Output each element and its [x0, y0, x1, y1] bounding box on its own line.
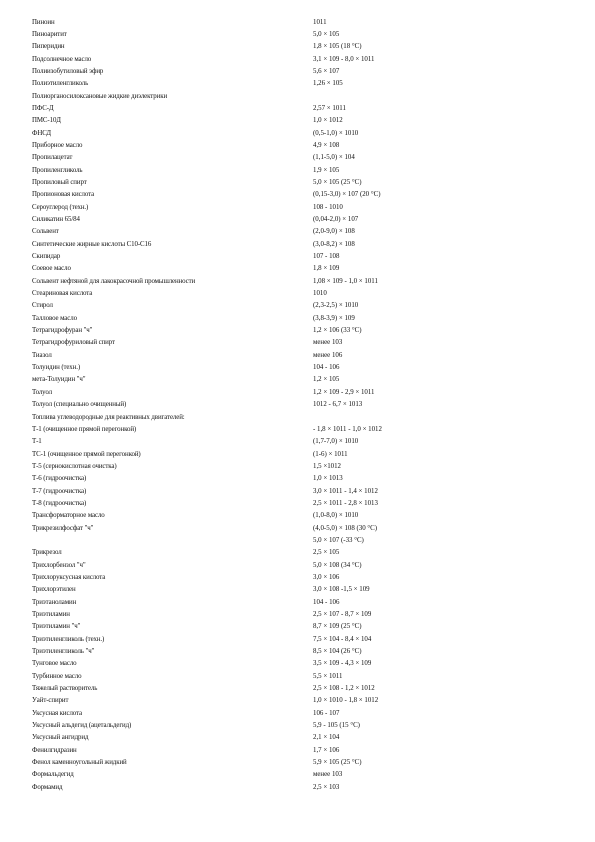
substance-name: Формамид	[32, 783, 63, 791]
substance-name: Скипидар	[32, 253, 61, 261]
substance-name: Т-8 (гидроочистка)	[32, 499, 87, 507]
resistivity-value: 2,5 × 105	[313, 549, 340, 557]
table-row	[0, 325, 595, 337]
resistivity-value: (1,0-8,0) × 1010	[313, 512, 359, 520]
resistivity-value: 5,9 × 105 (25 °C)	[313, 759, 362, 767]
substance-name: Пиноин	[32, 18, 55, 26]
substance-name: Уксусная кислота	[32, 709, 82, 717]
table-row	[0, 362, 595, 374]
resistivity-value: 1,9 × 105	[313, 166, 340, 174]
substance-name: Пропиленгликоль	[32, 166, 83, 174]
substance-name: Приборное масло	[32, 141, 83, 149]
resistivity-value: 5,0 × 107 (-33 °C)	[313, 536, 364, 544]
table-row	[0, 584, 595, 596]
resistivity-value: 1,0 × 1012	[313, 117, 343, 125]
substance-name: Сольвент	[32, 228, 59, 236]
table-row	[0, 572, 595, 584]
table-row	[0, 239, 595, 251]
table-row	[0, 535, 595, 547]
substance-name: Трихлорбензол "ч"	[32, 561, 86, 569]
resistivity-value: 3,0 × 1011 - 1,4 × 1012	[313, 487, 378, 495]
resistivity-value: 2,5 × 1011 - 2,8 × 1013	[313, 499, 378, 507]
substance-name: Толуол	[32, 388, 52, 396]
substance-name: Пропионовая кислота	[32, 191, 95, 199]
table-row	[0, 745, 595, 757]
table-row	[0, 424, 595, 436]
resistivity-value: 108 - 1010	[313, 203, 343, 211]
resistivity-value: менее 103	[313, 771, 343, 779]
substance-name: Тунговое масло	[32, 660, 77, 668]
table-row	[0, 140, 595, 152]
table-row	[0, 412, 595, 424]
substance-name: Подсолнечное масло	[32, 55, 92, 63]
table-row	[0, 708, 595, 720]
table-row	[0, 214, 595, 226]
table-row	[0, 41, 595, 53]
substance-name: Сольвент нефтяной для лакокрасочной промышленности	[32, 277, 196, 285]
substance-name: Т-1 (очищенное прямой перегонкой)	[32, 425, 137, 433]
resistivity-value: 2,5 × 107 - 8,7 × 109	[313, 611, 372, 618]
resistivity-value: 1,2 × 105	[313, 376, 340, 384]
table-row	[0, 374, 595, 386]
substance-name: Тетрагидрофуран "ч"	[32, 327, 93, 335]
resistivity-value: (2,3-2,5) × 1010	[313, 302, 359, 310]
substance-name: Талловое масло	[32, 314, 77, 322]
resistivity-value: 2,5 × 103	[313, 783, 340, 791]
substance-name: Пропиловый спирт	[32, 178, 87, 186]
substance-name: Тетрагидрофуриловый спирт	[32, 339, 115, 347]
substance-name: Триэтиламин "ч"	[32, 623, 81, 631]
resistivity-value: 1011	[313, 18, 327, 26]
table-row	[0, 350, 595, 362]
resistivity-value: 3,0 × 106	[313, 573, 340, 581]
table-row	[0, 782, 595, 794]
substance-name: Пиперидин	[32, 43, 65, 51]
substance-name: Сероуглерод (техн.)	[32, 203, 89, 211]
substance-name: ФНСД	[32, 129, 51, 137]
resistivity-value: 7,5 × 104 - 8,4 × 104	[313, 635, 372, 643]
table-row	[0, 78, 595, 90]
table-row	[0, 683, 595, 695]
table-row	[0, 337, 595, 349]
resistivity-value: 1,2 × 109 - 2,9 × 1011	[313, 388, 375, 396]
resistivity-value: 1010	[313, 290, 327, 298]
substance-name: Синтетические жирные кислоты С10-С16	[32, 240, 152, 248]
table-row	[0, 547, 595, 559]
resistivity-value: 3,1 × 109 - 8,0 × 1011	[313, 55, 375, 63]
resistivity-value: 5,5 × 1011	[313, 672, 343, 680]
substance-name: Т-6 (гидроочистка)	[32, 475, 87, 483]
resistivity-value: 3,5 × 109 - 4,3 × 109	[313, 660, 372, 668]
resistivity-value: (0,15-3,0) × 107 (20 °C)	[313, 191, 381, 199]
table-row	[0, 288, 595, 300]
table-row	[0, 695, 595, 707]
resistivity-value: 1,0 × 1013	[313, 475, 343, 483]
substance-name: Триэтиленгликоль (техн.)	[32, 635, 105, 643]
resistivity-value: 1,26 × 105	[313, 80, 343, 88]
substance-name: Турбинное масло	[32, 672, 82, 680]
resistivity-value: 5,0 × 105	[313, 30, 340, 38]
substance-name: Фенилгидразин	[32, 746, 77, 754]
substance-name: Триэтаноламин	[32, 598, 77, 606]
substance-name: Толуидин (техн.)	[32, 364, 81, 372]
substance-name: Уксусный ангидрид	[32, 734, 89, 742]
resistivity-table	[0, 17, 595, 795]
substance-name: Т-1	[32, 438, 42, 446]
table-row	[0, 658, 595, 670]
table-row	[0, 251, 595, 263]
table-row	[0, 473, 595, 485]
substance-name: ПМС-10Д	[32, 117, 61, 125]
resistivity-value: менее 103	[313, 339, 343, 347]
table-row	[0, 177, 595, 189]
table-row	[0, 115, 595, 127]
table-row	[0, 276, 595, 288]
resistivity-value: (4,0-5,0) × 108 (30 °C)	[313, 524, 378, 532]
resistivity-value: 2,57 × 1011	[313, 104, 346, 112]
table-row	[0, 54, 595, 66]
resistivity-value: 8,7 × 109 (25 °C)	[313, 623, 362, 631]
substance-name: Триэтиленгликоль "ч"	[32, 648, 95, 656]
table-row	[0, 609, 595, 621]
table-row	[0, 103, 595, 115]
resistivity-value: 2,1 × 104	[313, 734, 340, 742]
substance-name: Толуол (специально очищенный)	[32, 401, 127, 409]
table-row	[0, 387, 595, 399]
resistivity-value: 1,8 × 105 (18 °C)	[313, 43, 362, 51]
substance-name: Тяжелый растворитель	[32, 685, 98, 693]
resistivity-value: 1,08 × 109 - 1,0 × 1011	[313, 277, 378, 285]
resistivity-value: 1,7 × 106	[313, 746, 340, 754]
substance-name: Т-7 (гидроочистка)	[32, 487, 87, 495]
resistivity-value: 5,9 - 105 (15 °C)	[313, 722, 360, 730]
table-row	[0, 436, 595, 448]
resistivity-value: 1,8 × 109	[313, 265, 340, 273]
substance-name: Полиэтиленгликоль	[32, 80, 89, 88]
resistivity-value: 1,5 ×1012	[313, 462, 342, 470]
substance-name: мета-Толуидин "ч"	[32, 376, 86, 384]
resistivity-value: 3,0 × 108 -1,5 × 109	[313, 586, 370, 594]
table-row	[0, 646, 595, 658]
table-row	[0, 226, 595, 238]
table-row	[0, 498, 595, 510]
table-row	[0, 732, 595, 744]
resistivity-value: 5,0 × 105 (25 °C)	[313, 178, 362, 186]
substance-name: Полиорганосилоксановые жидкие диэлектрики	[32, 92, 168, 100]
table-row	[0, 720, 595, 732]
substance-name: Соевое масло	[32, 265, 71, 273]
table-row	[0, 300, 595, 312]
table-row	[0, 597, 595, 609]
substance-name: Пропилацетат	[32, 154, 73, 162]
table-row	[0, 461, 595, 473]
table-row	[0, 66, 595, 78]
substance-name: Уайт-спирит	[32, 697, 69, 705]
resistivity-value: (0,04-2,0) × 107	[313, 216, 359, 223]
table-row	[0, 165, 595, 177]
substance-name: Трихлоруксусная кислота	[32, 573, 106, 581]
substance-name: Тиазол	[32, 351, 52, 359]
table-row	[0, 202, 595, 214]
resistivity-value: (3,0-8,2) × 108	[313, 240, 355, 248]
resistivity-value: 8,5 × 104 (26 °C)	[313, 648, 362, 656]
table-row	[0, 189, 595, 201]
resistivity-value: 1012 - 6,7 × 1013	[313, 401, 363, 409]
substance-name: Топлива углеводородные для реактивных двигателей:	[32, 413, 185, 421]
resistivity-value: (0,5-1,0) × 1010	[313, 129, 359, 137]
resistivity-value: 1,0 × 1010 - 1,8 × 1012	[313, 697, 379, 705]
resistivity-value: 107 - 108	[313, 253, 340, 261]
resistivity-value: (1,7-7,0) × 1010	[313, 438, 359, 446]
resistivity-value: менее 106	[313, 351, 343, 359]
substance-name: Трихлорэтилен	[32, 586, 76, 594]
table-row	[0, 769, 595, 781]
resistivity-value: 5,0 × 108 (34 °C)	[313, 561, 362, 569]
substance-name: Силикатин 65/84	[32, 216, 80, 223]
substance-name: ТС-1 (очищенное прямой перегонкой)	[32, 450, 141, 458]
table-row	[0, 634, 595, 646]
substance-name: Трикрезилфосфат "ч"	[32, 524, 94, 532]
resistivity-value: 104 - 106	[313, 598, 340, 606]
substance-name: Уксусный альдегид (ацетальдегид)	[32, 722, 132, 730]
table-row	[0, 560, 595, 572]
resistivity-value: 5,6 × 107	[313, 67, 340, 75]
substance-name: Пиноаритит	[32, 30, 67, 38]
resistivity-value: 104 - 106	[313, 364, 340, 372]
table-row	[0, 17, 595, 29]
resistivity-value: 1,2 × 106 (33 °C)	[313, 327, 362, 335]
table-row	[0, 263, 595, 275]
resistivity-value: 4,9 × 108	[313, 141, 340, 149]
substance-name: Полиизобутиловый эфир	[32, 67, 104, 75]
resistivity-value: (1-6) × 1011	[313, 450, 348, 458]
substance-name: Т-5 (сернокислотная очистка)	[32, 462, 117, 470]
table-row	[0, 621, 595, 633]
resistivity-value: 2,5 × 108 - 1,2 × 1012	[313, 685, 375, 693]
table-row	[0, 671, 595, 683]
substance-name: Фенол каменноугольный жидкий	[32, 759, 127, 767]
table-row	[0, 523, 595, 535]
substance-name: ПФС-Д	[32, 104, 54, 112]
substance-name: Трансформаторное масло	[32, 512, 105, 520]
resistivity-value: (2,0-9,0) × 108	[313, 228, 355, 236]
substance-name: Формальдегид	[32, 771, 74, 779]
table-row	[0, 313, 595, 325]
substance-name: Стеариновая кислота	[32, 290, 93, 298]
table-row	[0, 29, 595, 41]
substance-name: Триэтиламин	[32, 611, 70, 618]
table-row	[0, 757, 595, 769]
table-row	[0, 486, 595, 498]
substance-name: Стирол	[32, 302, 53, 310]
resistivity-value: (3,8-3,9) × 109	[313, 314, 355, 322]
table-row	[0, 510, 595, 522]
resistivity-value: - 1,8 × 1011 - 1,0 × 1012	[313, 425, 382, 433]
resistivity-value: 106 - 107	[313, 709, 340, 717]
resistivity-value: (1,1-5,0) × 104	[313, 154, 355, 162]
table-row	[0, 128, 595, 140]
table-row	[0, 152, 595, 164]
table-row	[0, 399, 595, 411]
table-row	[0, 449, 595, 461]
substance-name: Трикрезол	[32, 549, 62, 557]
table-row	[0, 91, 595, 103]
